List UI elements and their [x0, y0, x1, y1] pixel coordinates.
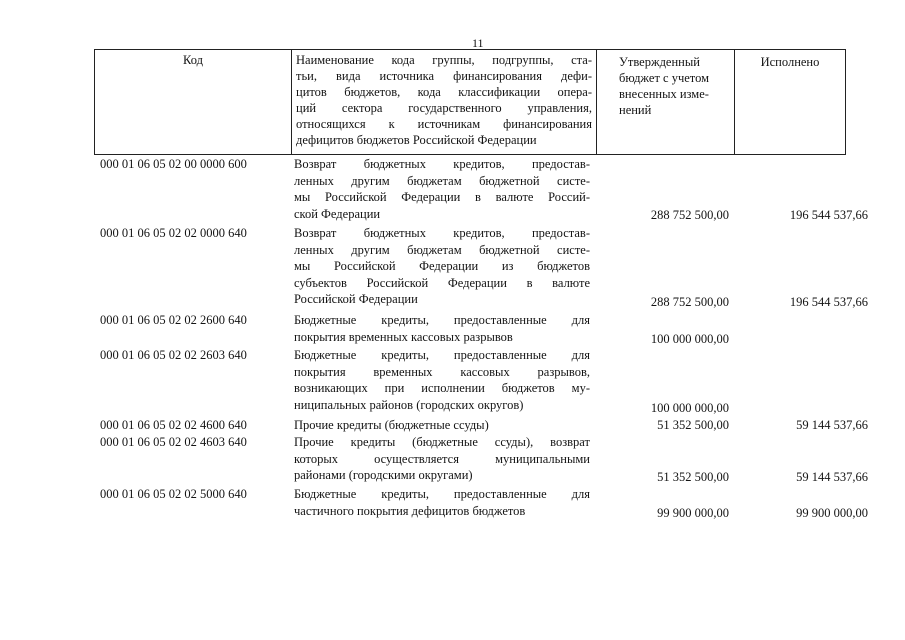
- row-name-line: покрытия временных кассовых разрывов,: [294, 364, 590, 379]
- row-name-line: покрытия временных кассовых разрывов: [294, 329, 513, 344]
- row-approved: 51 352 500,00: [657, 470, 729, 484]
- row-executed: 196 544 537,66: [789, 295, 868, 309]
- row-name-line: ниципальных районов (городских округов): [294, 397, 524, 412]
- row-approved: 288 752 500,00: [650, 208, 729, 222]
- row-code: 000 01 06 05 02 02 4600 640: [100, 418, 247, 432]
- row-name: [294, 347, 590, 413]
- header-approved-line: внесенных изме-: [619, 87, 709, 101]
- row-name-line: Бюджетные кредиты, предоставленные для: [294, 313, 590, 327]
- row-name: [294, 156, 590, 222]
- header-approved-line: нений: [619, 103, 652, 117]
- row-executed: 59 144 537,66: [796, 418, 868, 432]
- row-name-line: частичного покрытия дефицитов бюджетов: [294, 503, 526, 518]
- row-name-line: Бюджетные кредиты, предоставленные для: [294, 348, 590, 362]
- row-name-line: мы Российской Федерации из бюджетов: [294, 259, 590, 273]
- header-approved-line: бюджет с учетом: [619, 71, 710, 85]
- row-approved: 51 352 500,00: [657, 418, 729, 432]
- row-code: 000 01 06 05 02 02 2603 640: [100, 348, 247, 362]
- row-name: [294, 312, 590, 345]
- row-name: [294, 417, 590, 434]
- header-approved: [596, 49, 734, 155]
- header-name-line: Наименование кода группы, подгруппы, ста-: [296, 53, 592, 67]
- row-name-line: ской Федерации: [294, 206, 381, 221]
- header-name: [291, 49, 596, 155]
- row-code: 000 01 06 05 02 02 2600 640: [100, 313, 247, 327]
- row-name: [294, 486, 590, 519]
- row-approved: 100 000 000,00: [650, 401, 729, 415]
- row-name-line: возникающих при исполнении бюджетов му-: [294, 381, 590, 395]
- row-name-line: районами (городскими округами): [294, 468, 473, 482]
- row-executed: 196 544 537,66: [789, 208, 868, 222]
- row-code: 000 01 06 05 02 02 0000 640: [100, 226, 247, 240]
- row-name-line: субъектов Российской Федерации в валюте: [294, 275, 590, 290]
- row-executed: 99 900 000,00: [796, 506, 868, 520]
- row-name-line: Прочие кредиты (бюджетные ссуды), возврат: [294, 435, 590, 449]
- row-name-line: Возврат бюджетных кредитов, предостав-: [294, 157, 590, 171]
- row-approved: 288 752 500,00: [650, 295, 729, 309]
- header-name-line: ций сектора государственного управления,: [296, 101, 592, 115]
- row-name: [294, 434, 590, 484]
- header-approved-line: Утвержденный: [619, 55, 700, 69]
- row-name-line: ленных другим бюджетам бюджетной систе-: [294, 173, 590, 188]
- row-code: 000 01 06 05 02 02 5000 640: [100, 487, 247, 501]
- row-name-line: Российской Федерации: [294, 292, 418, 306]
- row-approved: 100 000 000,00: [650, 332, 729, 346]
- row-name-line: Возврат бюджетных кредитов, предостав-: [294, 226, 590, 240]
- row-name-line: ленных другим бюджетам бюджетной систе-: [294, 242, 590, 257]
- row-code: 000 01 06 05 02 02 4603 640: [100, 435, 247, 449]
- row-name-line: которых осуществляется муниципальными: [294, 451, 590, 466]
- header-name-line: цитов бюджетов, кода классификации опера-: [296, 85, 592, 99]
- page-number: 11: [472, 36, 484, 50]
- header-code: Код: [94, 49, 291, 155]
- row-approved: 99 900 000,00: [657, 506, 729, 520]
- row-executed: 59 144 537,66: [796, 470, 868, 484]
- row-name: [294, 225, 590, 308]
- header-name-line: дефицитов бюджетов Российской Федерации: [296, 133, 537, 147]
- row-name-line: Бюджетные кредиты, предоставленные для: [294, 487, 590, 501]
- header-executed: Исполнено: [734, 49, 846, 155]
- row-name-line: Прочие кредиты (бюджетные ссуды): [294, 418, 489, 432]
- row-code: 000 01 06 05 02 00 0000 600: [100, 157, 247, 171]
- header-name-line: относящихся к источникам финансирования: [296, 117, 592, 131]
- row-name-line: мы Российской Федерации в валюте Россий-: [294, 190, 590, 204]
- header-name-line: тьи, вида источника финансирования дефи-: [296, 69, 592, 83]
